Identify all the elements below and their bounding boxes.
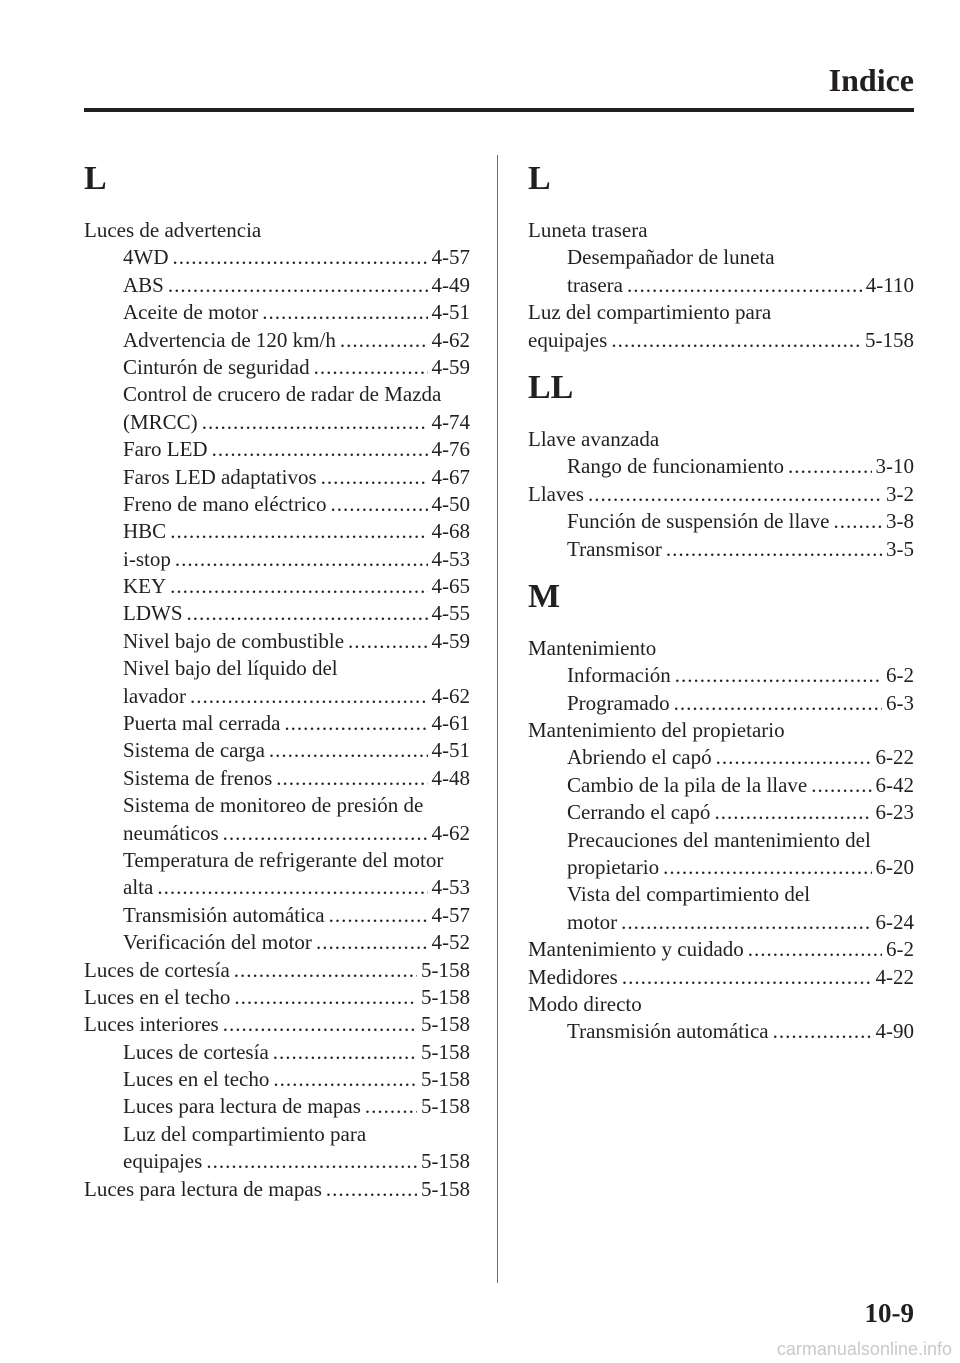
dot-leader xyxy=(627,272,862,299)
entry-text: Faro LED xyxy=(123,437,208,462)
entry-text: Luces de cortesía xyxy=(123,1039,269,1064)
dot-leader xyxy=(234,984,417,1011)
dot-leader xyxy=(329,902,428,929)
entry-text: Faros LED adaptativos xyxy=(123,464,317,489)
entry-text: Vista del compartimiento del xyxy=(567,882,811,907)
dot-leader xyxy=(170,573,427,600)
dot-leader xyxy=(340,327,428,354)
entry-text: propietario xyxy=(567,855,660,880)
index-entry xyxy=(84,272,470,299)
index-entry xyxy=(84,847,470,874)
entry-text: Luces en el techo xyxy=(84,984,231,1009)
dot-leader xyxy=(714,799,871,826)
dot-leader xyxy=(284,710,427,737)
index-entry xyxy=(84,1148,470,1175)
entry-text: ABS xyxy=(123,272,164,297)
entry-page: 6-20 xyxy=(875,855,914,880)
index-entry xyxy=(84,1066,470,1093)
index-entry xyxy=(84,957,470,984)
entry-page: 5-158 xyxy=(421,1039,470,1064)
index-entry xyxy=(528,536,914,563)
index-section xyxy=(528,573,914,1046)
index-entry xyxy=(528,481,914,508)
dot-leader xyxy=(788,453,872,480)
index-entry xyxy=(84,1121,470,1148)
entry-text: Aceite de motor xyxy=(123,300,259,325)
entry-page: 5-158 xyxy=(421,957,470,982)
watermark: carmanualsonline.info xyxy=(776,1339,952,1359)
section-letter: M xyxy=(528,577,561,615)
entry-page: 4-59 xyxy=(431,628,470,653)
section-letter: L xyxy=(84,160,107,197)
index-entry xyxy=(528,936,914,963)
entry-page: 4-57 xyxy=(431,902,470,927)
dot-leader xyxy=(675,662,882,689)
index-entry xyxy=(528,909,914,936)
entry-text: Mantenimiento xyxy=(528,635,657,660)
index-entry xyxy=(84,546,470,573)
entry-text: Luces en el techo xyxy=(123,1067,270,1092)
index-column-right xyxy=(528,155,914,1046)
dot-leader xyxy=(833,508,882,535)
index-entry xyxy=(84,1176,470,1203)
dot-leader xyxy=(674,690,882,717)
entry-page: 5-158 xyxy=(421,1149,470,1174)
entry-page: 4-74 xyxy=(431,409,470,434)
dot-leader xyxy=(175,546,428,573)
index-entry xyxy=(84,628,470,655)
entry-text: Transmisor xyxy=(567,536,662,561)
entry-page: 3-10 xyxy=(875,454,914,479)
entry-page: 4-76 xyxy=(431,437,470,462)
entry-text: Luces interiores xyxy=(84,1012,219,1037)
entry-text: Luces para lectura de mapas xyxy=(84,1176,322,1201)
entry-page: 4-67 xyxy=(431,464,470,489)
dot-leader xyxy=(269,737,428,764)
entry-page: 4-49 xyxy=(431,272,470,297)
index-entry xyxy=(84,902,470,929)
index-entry xyxy=(84,491,470,518)
entry-text: 4WD xyxy=(123,245,169,270)
dot-leader xyxy=(262,299,427,326)
header-rule xyxy=(84,108,914,112)
index-entry xyxy=(84,464,470,491)
entry-page: 6-24 xyxy=(875,909,914,934)
index-entry xyxy=(528,635,914,662)
entry-page: 4-68 xyxy=(431,519,470,544)
entry-page: 4-22 xyxy=(875,964,914,989)
dot-leader xyxy=(314,354,428,381)
index-entry xyxy=(84,354,470,381)
dot-leader xyxy=(321,464,428,491)
index-entry xyxy=(84,820,470,847)
index-entry xyxy=(84,518,470,545)
index-entry xyxy=(528,272,914,299)
entry-page: 6-2 xyxy=(886,937,914,962)
index-entry xyxy=(528,453,914,480)
dot-leader xyxy=(187,600,428,627)
entry-page: 6-42 xyxy=(875,772,914,797)
entry-page: 5-158 xyxy=(421,1176,470,1201)
entry-text: Nivel bajo del líquido del xyxy=(123,656,338,681)
index-entry xyxy=(528,508,914,535)
index-entry xyxy=(84,1011,470,1038)
entry-page: 4-110 xyxy=(865,272,914,297)
entry-text: Transmisión automática xyxy=(567,1019,769,1044)
column-divider xyxy=(497,155,498,1283)
index-entry xyxy=(84,409,470,436)
entry-page: 4-61 xyxy=(431,711,470,736)
entry-text: Mantenimiento del propietario xyxy=(528,718,785,743)
entry-text: Control de crucero de radar de Mazda xyxy=(123,382,442,407)
entry-page: 3-2 xyxy=(886,481,914,506)
dot-leader xyxy=(716,744,872,771)
index-entry xyxy=(528,827,914,854)
dot-leader xyxy=(611,327,861,354)
section-letter: L xyxy=(528,160,551,197)
entry-text: Sistema de monitoreo de presión de xyxy=(123,793,424,818)
index-entry xyxy=(528,244,914,271)
index-section xyxy=(528,364,914,563)
dot-leader xyxy=(190,683,428,710)
index-entry xyxy=(84,655,470,682)
entry-page: 5-158 xyxy=(421,1067,470,1092)
index-entry xyxy=(84,573,470,600)
dot-leader xyxy=(157,874,427,901)
index-entry xyxy=(84,327,470,354)
index-entry xyxy=(84,436,470,463)
page-header-title: Indice xyxy=(828,62,914,98)
entry-text: Función de suspensión de llave xyxy=(567,509,830,534)
entry-page: 4-55 xyxy=(431,601,470,626)
dot-leader xyxy=(622,964,872,991)
entry-text: (MRCC) xyxy=(123,409,198,434)
entry-page: 4-57 xyxy=(431,245,470,270)
index-entry xyxy=(528,717,914,744)
index-entry xyxy=(84,1094,470,1121)
section-letter: LL xyxy=(528,368,574,406)
entry-page: 6-22 xyxy=(875,745,914,770)
entry-page: 4-51 xyxy=(431,300,470,325)
entry-text: equipajes xyxy=(123,1149,203,1174)
entry-page: 4-53 xyxy=(431,546,470,571)
index-entry xyxy=(84,874,470,901)
entry-text: Verificación del motor xyxy=(123,930,312,955)
entry-text: LDWS xyxy=(123,601,183,626)
entry-text: Nivel bajo de combustible xyxy=(123,628,345,653)
index-entry xyxy=(84,299,470,326)
entry-page: 4-65 xyxy=(431,574,470,599)
index-entry xyxy=(84,984,470,1011)
dot-leader xyxy=(348,628,427,655)
dot-leader xyxy=(588,481,882,508)
entry-text: Puerta mal cerrada xyxy=(123,711,281,736)
entry-page: 4-51 xyxy=(431,738,470,763)
dot-leader xyxy=(168,272,428,299)
entry-page: 6-23 xyxy=(875,800,914,825)
dot-leader xyxy=(331,491,428,518)
entry-page: 6-3 xyxy=(886,690,914,715)
index-entry xyxy=(528,690,914,717)
index-entry xyxy=(528,1018,914,1045)
dot-leader xyxy=(326,1176,417,1203)
dot-leader xyxy=(663,854,871,881)
entry-page: 4-90 xyxy=(875,1019,914,1044)
entry-text: lavador xyxy=(123,683,186,708)
entry-list xyxy=(84,217,470,1203)
entry-list xyxy=(528,217,914,354)
entry-page: 4-62 xyxy=(431,327,470,352)
index-entry xyxy=(528,881,914,908)
entry-text: Luneta trasera xyxy=(528,217,648,242)
index-entry xyxy=(528,217,914,244)
index-entry xyxy=(528,426,914,453)
entry-page: 5-158 xyxy=(421,1094,470,1119)
dot-leader xyxy=(276,765,427,792)
dot-leader xyxy=(212,436,428,463)
entry-text: i-stop xyxy=(123,546,171,571)
index-entry xyxy=(528,991,914,1018)
dot-leader xyxy=(234,957,417,984)
index-column-left xyxy=(84,155,470,1203)
dot-leader xyxy=(273,1066,417,1093)
entry-text: equipajes xyxy=(528,327,608,352)
entry-page: 5-158 xyxy=(421,1012,470,1037)
dot-leader xyxy=(365,1093,417,1120)
entry-page: 3-8 xyxy=(886,509,914,534)
entry-text: Precauciones del mantenimiento del xyxy=(567,827,871,852)
entry-text: Rango de funcionamiento xyxy=(567,454,784,479)
index-entry xyxy=(84,737,470,764)
dot-leader xyxy=(316,929,428,956)
entry-page: 6-2 xyxy=(886,663,914,688)
entry-text: trasera xyxy=(567,272,623,297)
index-entry xyxy=(84,600,470,627)
entry-text: Llave avanzada xyxy=(528,426,660,451)
entry-page: 4-48 xyxy=(431,765,470,790)
dot-leader xyxy=(273,1039,417,1066)
entry-text: Sistema de frenos xyxy=(123,765,273,790)
index-entry xyxy=(84,683,470,710)
index-entry xyxy=(528,854,914,881)
entry-page: 4-62 xyxy=(431,683,470,708)
entry-text: Cambio de la pila de la llave xyxy=(567,772,808,797)
entry-page: 4-62 xyxy=(431,820,470,845)
entry-text: Cerrando el capó xyxy=(567,800,711,825)
entry-text: Mantenimiento y cuidado xyxy=(528,937,744,962)
entry-page: 4-52 xyxy=(431,930,470,955)
index-entry xyxy=(528,772,914,799)
index-entry xyxy=(528,299,914,326)
entry-text: Luz del compartimiento para xyxy=(123,1121,367,1146)
index-entry xyxy=(528,964,914,991)
index-entry xyxy=(84,765,470,792)
dot-leader xyxy=(170,518,427,545)
index-entry xyxy=(84,217,470,244)
entry-page: 3-5 xyxy=(886,536,914,561)
dot-leader xyxy=(811,772,871,799)
index-entry xyxy=(528,327,914,354)
dot-leader xyxy=(621,909,871,936)
dot-leader xyxy=(773,1018,872,1045)
dot-leader xyxy=(202,409,428,436)
dot-leader xyxy=(223,820,428,847)
index-entry xyxy=(528,799,914,826)
entry-text: motor xyxy=(567,909,618,934)
entry-text: KEY xyxy=(123,574,167,599)
entry-page: 4-59 xyxy=(431,354,470,379)
index-entry xyxy=(84,929,470,956)
entry-text: Luces de advertencia xyxy=(84,217,262,242)
entry-text: neumáticos xyxy=(123,820,219,845)
index-entry xyxy=(84,1039,470,1066)
index-entry xyxy=(528,744,914,771)
index-entry xyxy=(528,662,914,689)
entry-page: 4-53 xyxy=(431,875,470,900)
entry-text: Sistema de carga xyxy=(123,738,265,763)
index-section xyxy=(528,155,914,354)
index-entry xyxy=(84,710,470,737)
entry-text: Temperatura de refrigerante del motor xyxy=(123,847,444,872)
dot-leader xyxy=(748,936,882,963)
index-entry xyxy=(84,792,470,819)
entry-text: Freno de mano eléctrico xyxy=(123,491,327,516)
entry-text: Luz del compartimiento para xyxy=(528,300,772,325)
entry-text: HBC xyxy=(123,519,167,544)
entry-page: 5-158 xyxy=(865,327,914,352)
entry-text: Advertencia de 120 km/h xyxy=(123,327,336,352)
entry-text: Llaves xyxy=(528,481,584,506)
entry-text: Luces de cortesía xyxy=(84,957,230,982)
entry-page: 5-158 xyxy=(421,984,470,1009)
entry-text: Medidores xyxy=(528,964,618,989)
entry-list xyxy=(528,635,914,1046)
entry-text: Desempañador de luneta xyxy=(567,245,775,270)
entry-text: Modo directo xyxy=(528,991,642,1016)
dot-leader xyxy=(206,1148,417,1175)
entry-page: 4-50 xyxy=(431,491,470,516)
entry-list xyxy=(528,426,914,563)
entry-text: Luces para lectura de mapas xyxy=(123,1094,361,1119)
entry-text: Transmisión automática xyxy=(123,902,325,927)
page-number: 10-9 xyxy=(864,1298,914,1328)
dot-leader xyxy=(173,244,428,271)
dot-leader xyxy=(223,1011,417,1038)
entry-text: Abriendo el capó xyxy=(567,745,712,770)
entry-text: Información xyxy=(567,663,671,688)
dot-leader xyxy=(666,536,882,563)
index-entry xyxy=(84,381,470,408)
entry-text: alta xyxy=(123,875,154,900)
index-entry xyxy=(84,244,470,271)
entry-text: Programado xyxy=(567,690,670,715)
entry-text: Cinturón de seguridad xyxy=(123,354,310,379)
